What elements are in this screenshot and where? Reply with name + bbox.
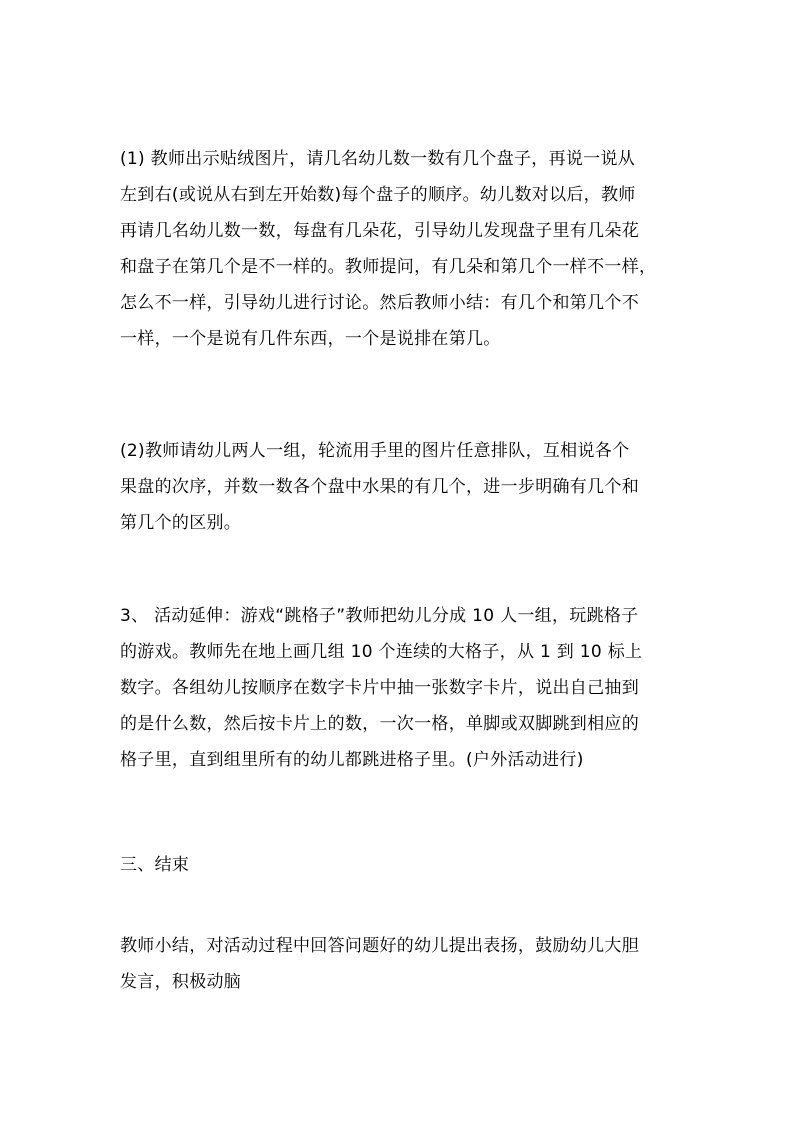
text-line: 果盘的次序，并数一数各个盘中水果的有几个，进一步明确有几个和 — [120, 477, 639, 497]
text-line: 怎么不一样，引导幼儿进行讨论。然后教师小结：有几个和第几个不 — [120, 293, 639, 313]
paragraph-teacher-demo — [120, 141, 680, 357]
text-line: (2)教师请幼儿两人一组，轮流用手里的图片任意排队，互相说各个 — [120, 441, 630, 461]
paragraph-teacher-summary — [120, 928, 680, 1000]
text-line: 和盘子在第几个是不一样的。教师提问，有几朵和第几个一样不一样， — [120, 257, 657, 277]
text-line: 数字。各组幼儿按顺序在数字卡片中抽一张数字卡片，说出自己抽到 — [120, 678, 639, 698]
text-line: 3、 活动延伸：游戏“跳格子”教师把幼儿分成 10 人一组，玩跳格子 — [120, 606, 639, 626]
section-heading-end — [120, 847, 680, 883]
text-line: 左到右(或说从右到左开始数)每个盘子的顺序。幼儿数对以后，教师 — [120, 185, 636, 205]
paragraph-pair-activity — [120, 433, 680, 541]
text-line: 一样，一个是说有几件东西，一个是说排在第几。 — [120, 329, 501, 349]
text-line: 的是什么数，然后按卡片上的数，一次一格，单脚或双脚跳到相应的 — [120, 714, 639, 734]
text-line: 第几个的区别。 — [120, 513, 242, 533]
text-line: 教师小结，对活动过程中回答问题好的幼儿提出表扬，鼓励幼儿大胆 — [120, 936, 639, 956]
text-line: 的游戏。教师先在地上画几组 10 个连续的大格子，从 1 到 10 标上 — [120, 642, 643, 662]
text-line: 格子里，直到组里所有的幼儿都跳进格子里。(户外活动进行) — [120, 750, 584, 770]
text-line: 再请几名幼儿数一数，每盘有几朵花，引导幼儿发现盘子里有几朵花 — [120, 221, 639, 241]
text-line: 三、结束 — [120, 855, 190, 875]
text-line: (1) 教师出示贴绒图片，请几名幼儿数一数有几个盘子，再说一说从 — [120, 149, 636, 169]
text-line: 发言，积极动脑 — [120, 972, 242, 992]
paragraph-activity-extension — [120, 598, 680, 778]
